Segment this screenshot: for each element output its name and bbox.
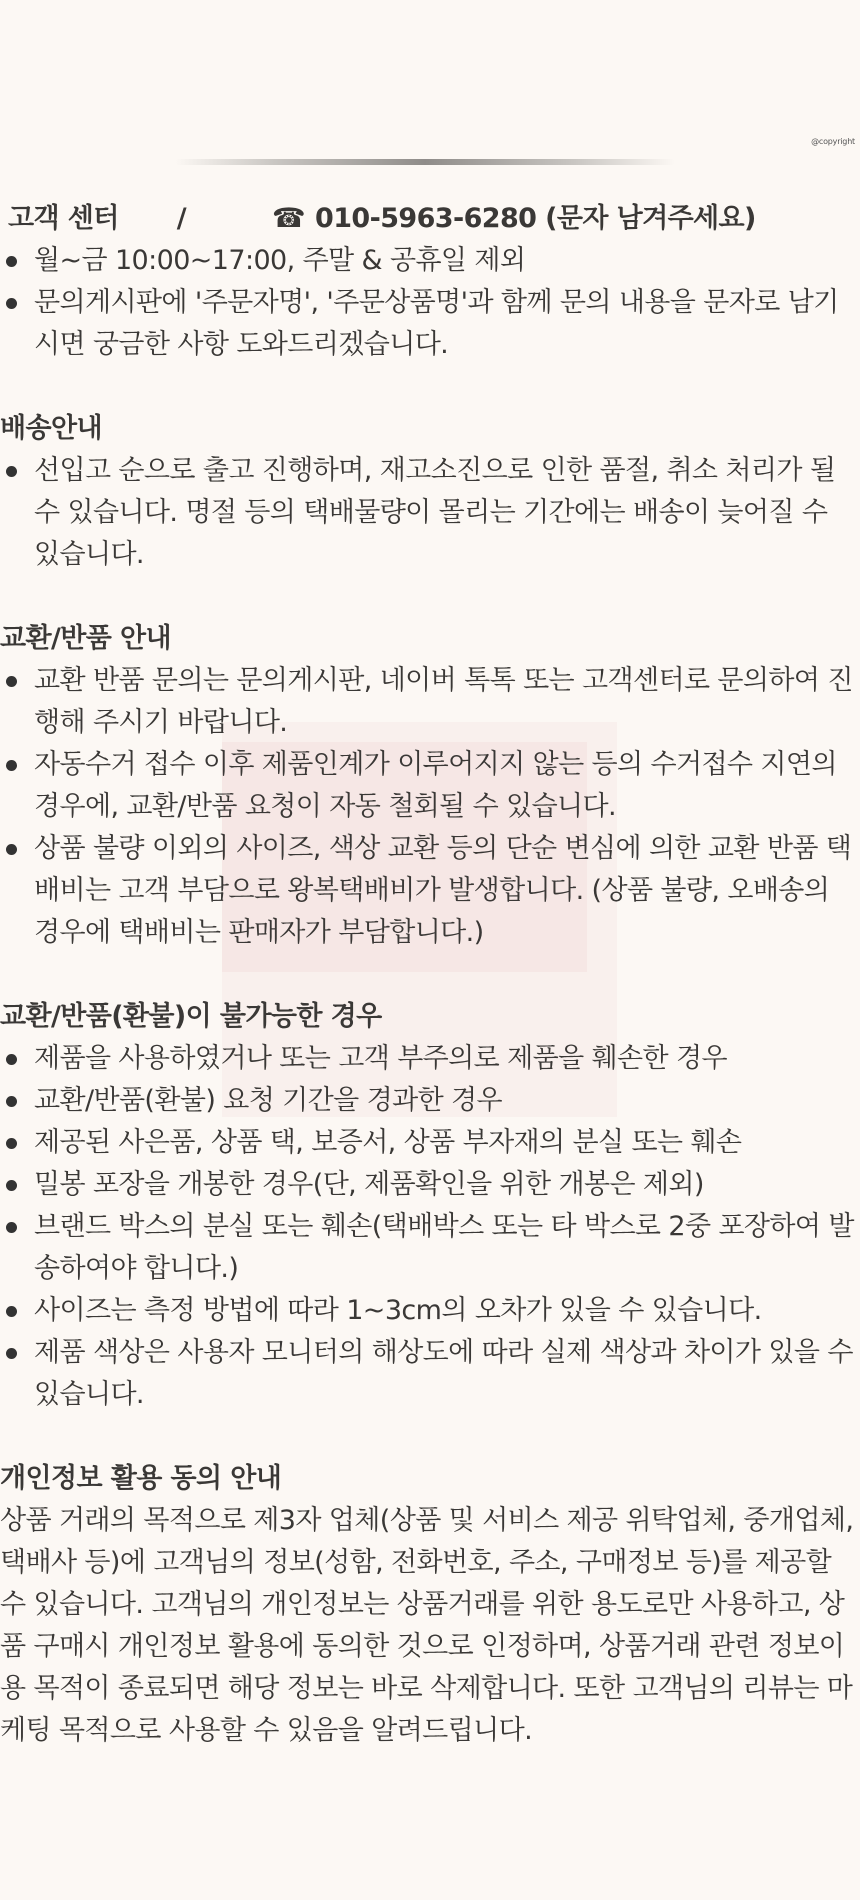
- list-item: 교환/반품(환불) 요청 기간을 경과한 경우: [0, 1080, 860, 1122]
- customer-center-row: [0, 198, 860, 240]
- list-item: 월~금 10:00~17:00, 주말 & 공휴일 제외: [0, 240, 860, 282]
- list-item: 브랜드 박스의 분실 또는 훼손(택배박스 또는 타 박스로 2중 포장하여 발송하여야 합니다.): [0, 1206, 860, 1290]
- phone-icon: ☎: [272, 203, 306, 234]
- customer-center-title: 고객 센터: [8, 203, 119, 234]
- list-item: 제공된 사은품, 상품 택, 보증서, 상품 부자재의 분실 또는 훼손: [0, 1122, 860, 1164]
- shipping-list: [0, 450, 860, 576]
- list-item: 제품 색상은 사용자 모니터의 해상도에 따라 실제 색상과 차이가 있을 수 있습니다.: [0, 1332, 860, 1416]
- phone-number: 010-5963-6280 (문자 남겨주세요): [315, 203, 756, 234]
- list-item: 사이즈는 측정 방법에 따라 1~3cm의 오차가 있을 수 있습니다.: [0, 1290, 860, 1332]
- divider: [175, 159, 675, 165]
- separator: /: [176, 203, 186, 234]
- exchange-heading: 교환/반품 안내: [0, 623, 171, 654]
- list-item: 상품 불량 이외의 사이즈, 색상 교환 등의 단순 변심에 의한 교환 반품 택배비는 고객 부담으로 왕복택배비가 발생합니다. (상품 불량, 오배송의 경우에 택배비는 판매자가 부담합니다.): [0, 828, 860, 954]
- privacy-heading: 개인정보 활용 동의 안내: [0, 1463, 282, 1494]
- copyright-label: @copyright: [811, 137, 855, 146]
- list-item: 자동수거 접수 이후 제품인계가 이루어지지 않는 등의 수거접수 지연의 경우에, 교환/반품 요청이 자동 철회될 수 있습니다.: [0, 744, 860, 828]
- exchange-list: [0, 660, 860, 954]
- list-item: 교환 반품 문의는 문의게시판, 네이버 톡톡 또는 고객센터로 문의하여 진행해 주시기 바랍니다.: [0, 660, 860, 744]
- shipping-heading: 배송안내: [0, 413, 102, 444]
- privacy-body: 상품 거래의 목적으로 제3자 업체(상품 및 서비스 제공 위탁업체, 중개업체, 택배사 등)에 고객님의 정보(성함, 전화번호, 주소, 구매정보 등)를 제공할 수 있습니다. 고객님의 개인정보는 상품거래를 위한 용도로만 사용하고, 상품 구매시 개인정보 활용에 동의한 것으로 인정하며, 상품거래 관련 정보이용 목적이 종료되면 해당 정보는 바로 삭제합니다. 또한 고객님의 리뷰는 마케팅 목적으로 사용할 수 있음을 알려드립니다.: [0, 1505, 854, 1746]
- customer-center-list: [0, 240, 860, 366]
- no-refund-heading: 교환/반품(환불)이 불가능한 경우: [0, 1001, 382, 1032]
- list-item: 문의게시판에 '주문자명', '주문상품명'과 함께 문의 내용을 문자로 남기시면 궁금한 사항 도와드리겠습니다.: [0, 282, 860, 366]
- list-item: 선입고 순으로 출고 진행하며, 재고소진으로 인한 품절, 취소 처리가 될 수 있습니다. 명절 등의 택배물량이 몰리는 기간에는 배송이 늦어질 수 있습니다.: [0, 450, 860, 576]
- policy-content: [0, 198, 860, 1752]
- no-refund-list: [0, 1038, 860, 1416]
- list-item: 밀봉 포장을 개봉한 경우(단, 제품확인을 위한 개봉은 제외): [0, 1164, 860, 1206]
- list-item: 제품을 사용하였거나 또는 고객 부주의로 제품을 훼손한 경우: [0, 1038, 860, 1080]
